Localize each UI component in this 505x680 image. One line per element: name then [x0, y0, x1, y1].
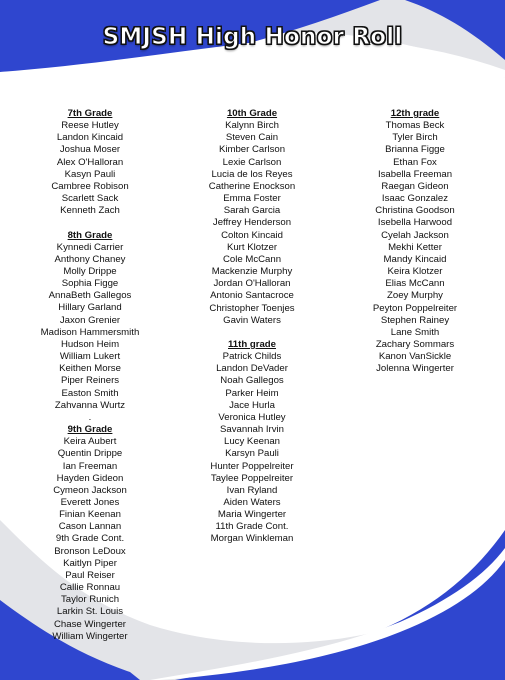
student-name: Mackenzie Murphy: [211, 266, 293, 278]
student-name: Maria Wingerter: [217, 509, 287, 521]
student-name: Stephen Rainey: [380, 314, 450, 326]
student-name: Landon Kincaid: [56, 132, 124, 144]
student-name: Cole McCann: [222, 253, 282, 265]
student-name: Keira Klotzer: [387, 266, 443, 278]
student-name: Isebella Harwood: [377, 217, 453, 229]
student-name: Hayden Gideon: [56, 472, 124, 484]
student-name: Taylor Runich: [60, 594, 120, 606]
student-name: 9th Grade Cont.: [55, 533, 125, 545]
student-name: Noah Gallegos: [220, 375, 284, 387]
student-name: Kurt Klotzer: [226, 241, 278, 253]
student-name: Kanon VanSickle: [378, 351, 452, 363]
student-name: Reese Hutley: [61, 120, 119, 132]
student-name: Isabella Freeman: [377, 168, 453, 180]
student-name: Hillary Garland: [58, 302, 122, 314]
section-gap: [33, 217, 147, 229]
section-gap: [192, 327, 312, 339]
student-name: Scarlett Sack: [61, 193, 119, 205]
student-name: Elias McCann: [385, 278, 445, 290]
student-name: Peyton Poppelreiter: [372, 302, 458, 314]
student-name: Lane Smith: [390, 326, 440, 338]
student-name: Ian Freeman: [62, 460, 118, 472]
student-name: Kalynn Birch: [225, 120, 279, 132]
student-name: Parker Heim: [225, 387, 279, 399]
student-name: Keira Aubert: [63, 436, 117, 448]
student-name: Jace Hurla: [229, 399, 275, 411]
student-name: Zahvanna Wurtz: [54, 399, 126, 411]
student-name: Patrick Childs: [222, 351, 282, 363]
student-name: Thomas Beck: [385, 120, 445, 132]
student-name: Colton Kincaid: [221, 229, 283, 241]
student-name: Anthony Chaney: [54, 253, 126, 265]
student-name: Morgan Winkleman: [210, 533, 294, 545]
student-name: Steven Cain: [225, 132, 279, 144]
student-name: Alex O'Halloran: [56, 156, 124, 168]
student-name: Kaitlyn Piper: [63, 557, 117, 569]
column-2: [192, 108, 312, 546]
student-name: Kasyn Pauli: [64, 168, 116, 180]
student-name: Ethan Fox: [393, 156, 437, 168]
student-name: Joshua Moser: [59, 144, 121, 156]
student-name: William Wingerter: [52, 630, 128, 642]
student-name: AnnaBeth Gallegos: [48, 290, 132, 302]
column-1: [33, 108, 147, 643]
student-name: William Lukert: [59, 351, 121, 363]
student-name: Aiden Waters: [223, 496, 281, 508]
student-name: Kimber Carlson: [218, 144, 286, 156]
student-name: Antonio Santacroce: [210, 290, 294, 302]
student-name: Ivan Ryland: [226, 484, 278, 496]
student-name: Everett Jones: [60, 496, 120, 508]
student-name: Taylee Poppelreiter: [210, 472, 294, 484]
student-name: Jeffrey Henderson: [212, 217, 292, 229]
student-name: Finian Keenan: [59, 509, 121, 521]
student-name: Kenneth Zach: [60, 205, 120, 217]
column-3: [356, 108, 474, 375]
grade-heading: 7th Grade: [67, 108, 113, 119]
grade-heading: 11th grade: [228, 338, 276, 350]
grade-heading: 10th Grade: [226, 108, 278, 119]
student-name: Veronica Hutley: [218, 411, 286, 423]
student-name: Cyelah Jackson: [381, 229, 449, 241]
grade-heading: 9th Grade: [67, 424, 113, 436]
student-name: Cambree Robison: [51, 180, 129, 192]
student-name: Zoey Murphy: [387, 290, 443, 302]
student-name: 11th Grade Cont.: [215, 521, 289, 533]
student-name: Landon DeVader: [216, 363, 288, 375]
student-name: Brianna Figge: [385, 144, 445, 156]
student-name: Bronson LeDoux: [54, 545, 126, 557]
student-name: Easton Smith: [61, 387, 119, 399]
trailing-mark: .: [88, 411, 92, 423]
grade-heading: 8th Grade: [67, 229, 113, 241]
student-name: Mandy Kincaid: [383, 253, 447, 265]
student-name: Isaac Gonzalez: [381, 193, 449, 205]
student-name: Christina Goodson: [375, 205, 455, 217]
student-name: Lexie Carlson: [222, 156, 282, 168]
student-name: Chase Wingerter: [54, 618, 126, 630]
student-name: Paul Reiser: [65, 569, 115, 581]
student-name: Jaxon Grenier: [59, 314, 121, 326]
student-name: Karsyn Pauli: [225, 448, 279, 460]
student-name: Gavin Waters: [223, 314, 281, 326]
student-name: Cason Lannan: [58, 521, 122, 533]
student-name: Larkin St. Louis: [56, 606, 124, 618]
student-name: Catherine Enockson: [208, 180, 296, 192]
student-name: Hudson Heim: [60, 338, 120, 350]
student-name: Quentin Drippe: [57, 448, 123, 460]
student-name: Zachary Sommars: [375, 338, 455, 350]
student-name: Piper Reiners: [60, 375, 120, 387]
student-name: Sarah Garcia: [223, 205, 281, 217]
student-name: Hunter Poppelreiter: [210, 460, 294, 472]
student-name: Kynnedi Carrier: [56, 241, 124, 253]
grade-heading: 12th grade: [390, 108, 440, 119]
student-name: Jordan O'Halloran: [213, 278, 291, 290]
student-name: Mekhi Ketter: [388, 241, 442, 253]
student-name: Lucy Keenan: [223, 436, 280, 448]
student-name: Sophia Figge: [61, 278, 119, 290]
student-name: Madison Hammersmith: [40, 326, 140, 338]
student-name: Molly Drippe: [63, 266, 117, 278]
student-name: Savannah Irvin: [220, 424, 284, 436]
student-name: Cymeon Jackson: [53, 484, 127, 496]
student-name: Emma Foster: [223, 193, 281, 205]
student-name: Keithen Morse: [59, 363, 121, 375]
student-name: Tyler Birch: [392, 132, 438, 144]
student-name: Lucia de los Reyes: [211, 168, 293, 180]
student-name: Christopher Toenjes: [209, 302, 295, 314]
student-name: Jolenna Wingerter: [376, 363, 454, 375]
page-title: SMJSH High Honor Roll: [102, 24, 403, 50]
student-name: Raegan Gideon: [381, 180, 449, 192]
student-name: Callie Ronnau: [59, 582, 121, 594]
